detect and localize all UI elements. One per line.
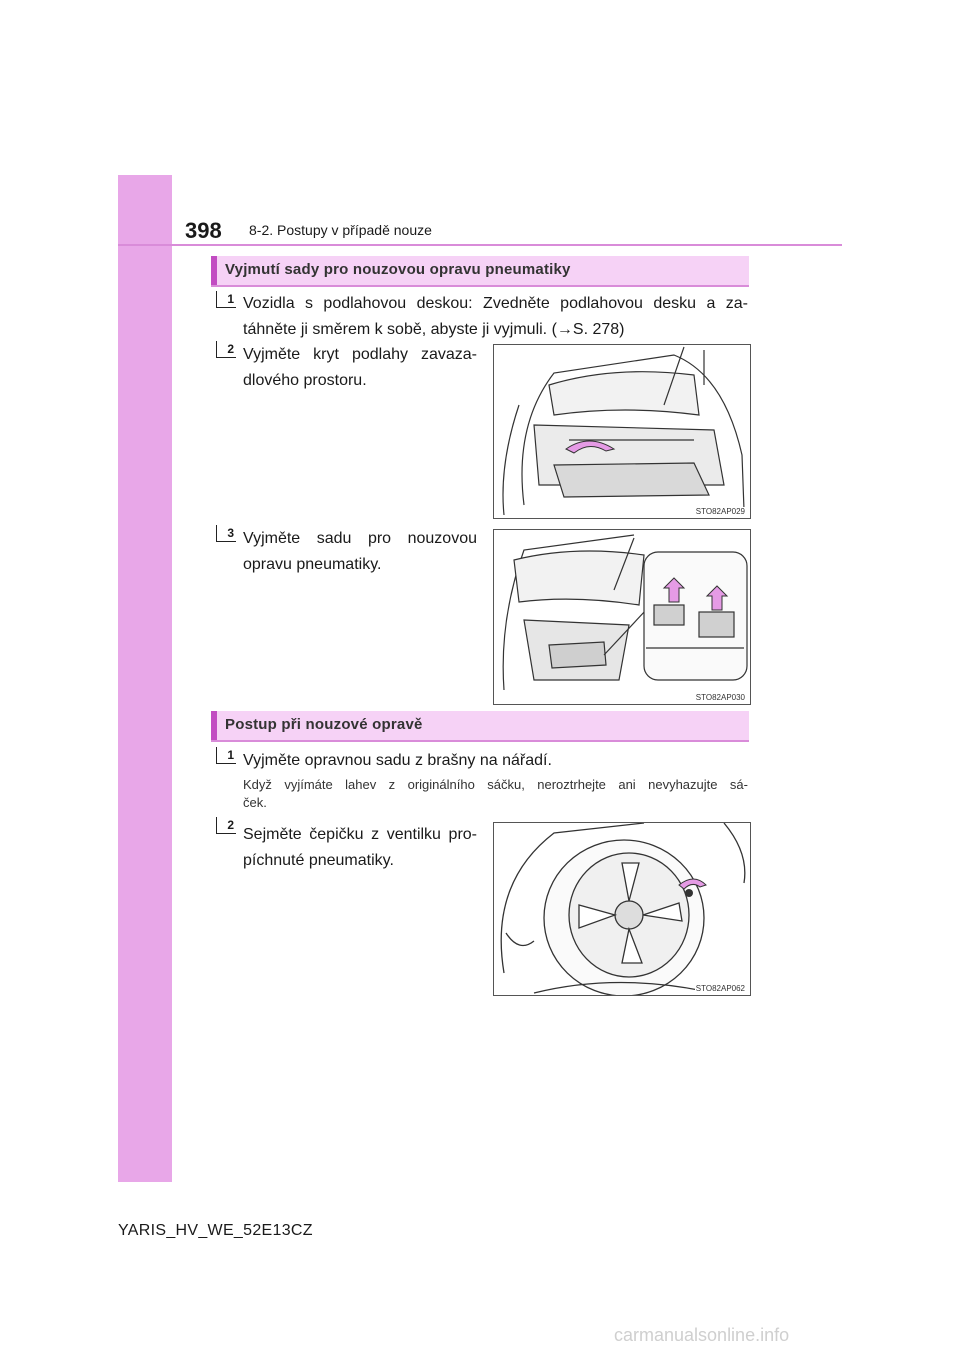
step-text-cont: opravu pneumatiky. [243, 556, 382, 573]
heading-accent [211, 256, 217, 285]
chapter-sidebar-tab [118, 175, 172, 1182]
figure-code: STO82AP030 [695, 693, 745, 702]
footer-document-code: YARIS_HV_WE_52E13CZ [118, 1222, 313, 1239]
step-text: Vyjměte opravnou sadu z brašny na nářadí. [243, 752, 552, 769]
figure-repair-kit-location [493, 529, 751, 705]
step-text: Sejměte čepičku z ventilku pro- [243, 826, 477, 843]
valve-cap-illustration [494, 823, 750, 995]
step-badge: 2 [216, 341, 236, 358]
repair-kit-illustration [494, 530, 750, 704]
heading-text: Vyjmutí sady pro nouzovou opravu pneumatiky [225, 261, 571, 278]
step-note: Když vyjímáte lahev z originálního sáčku, neroztrhejte ani nevyhazujte sá- [243, 777, 748, 792]
step-text: Vyjměte sadu pro nouzovou [243, 530, 477, 547]
step-badge: 2 [216, 817, 236, 834]
step-text-cont: táhněte ji směrem k sobě, abyste ji vyjmuli. (→S. 278) [243, 321, 625, 338]
step-badge: 1 [216, 747, 236, 764]
section-heading-removal [211, 256, 749, 287]
step-badge: 3 [216, 525, 236, 542]
section-title: 8-2. Postupy v případě nouze [249, 222, 432, 238]
heading-text: Postup při nouzové opravě [225, 716, 423, 733]
trunk-cover-illustration [494, 345, 750, 518]
heading-accent [211, 711, 217, 740]
step-text-cont: píchnuté pneumatiky. [243, 852, 394, 869]
step-note-cont: ček. [243, 795, 267, 810]
figure-trunk-floor-cover [493, 344, 751, 519]
step-text-cont: dlového prostoru. [243, 372, 367, 389]
step-text: Vozidla s podlahovou deskou: Zvedněte podlahovou desku a za- [243, 295, 748, 312]
step-text: Vyjměte kryt podlahy zavaza- [243, 346, 477, 363]
header-divider [118, 244, 842, 246]
watermark: carmanualsonline.info [614, 1325, 790, 1345]
page-number: 398 [185, 218, 222, 243]
figure-code: STO82AP062 [695, 984, 745, 993]
figure-code: STO82AP029 [695, 507, 745, 516]
figure-valve-cap [493, 822, 751, 996]
step-badge: 1 [216, 291, 236, 308]
section-heading-procedure [211, 711, 749, 742]
